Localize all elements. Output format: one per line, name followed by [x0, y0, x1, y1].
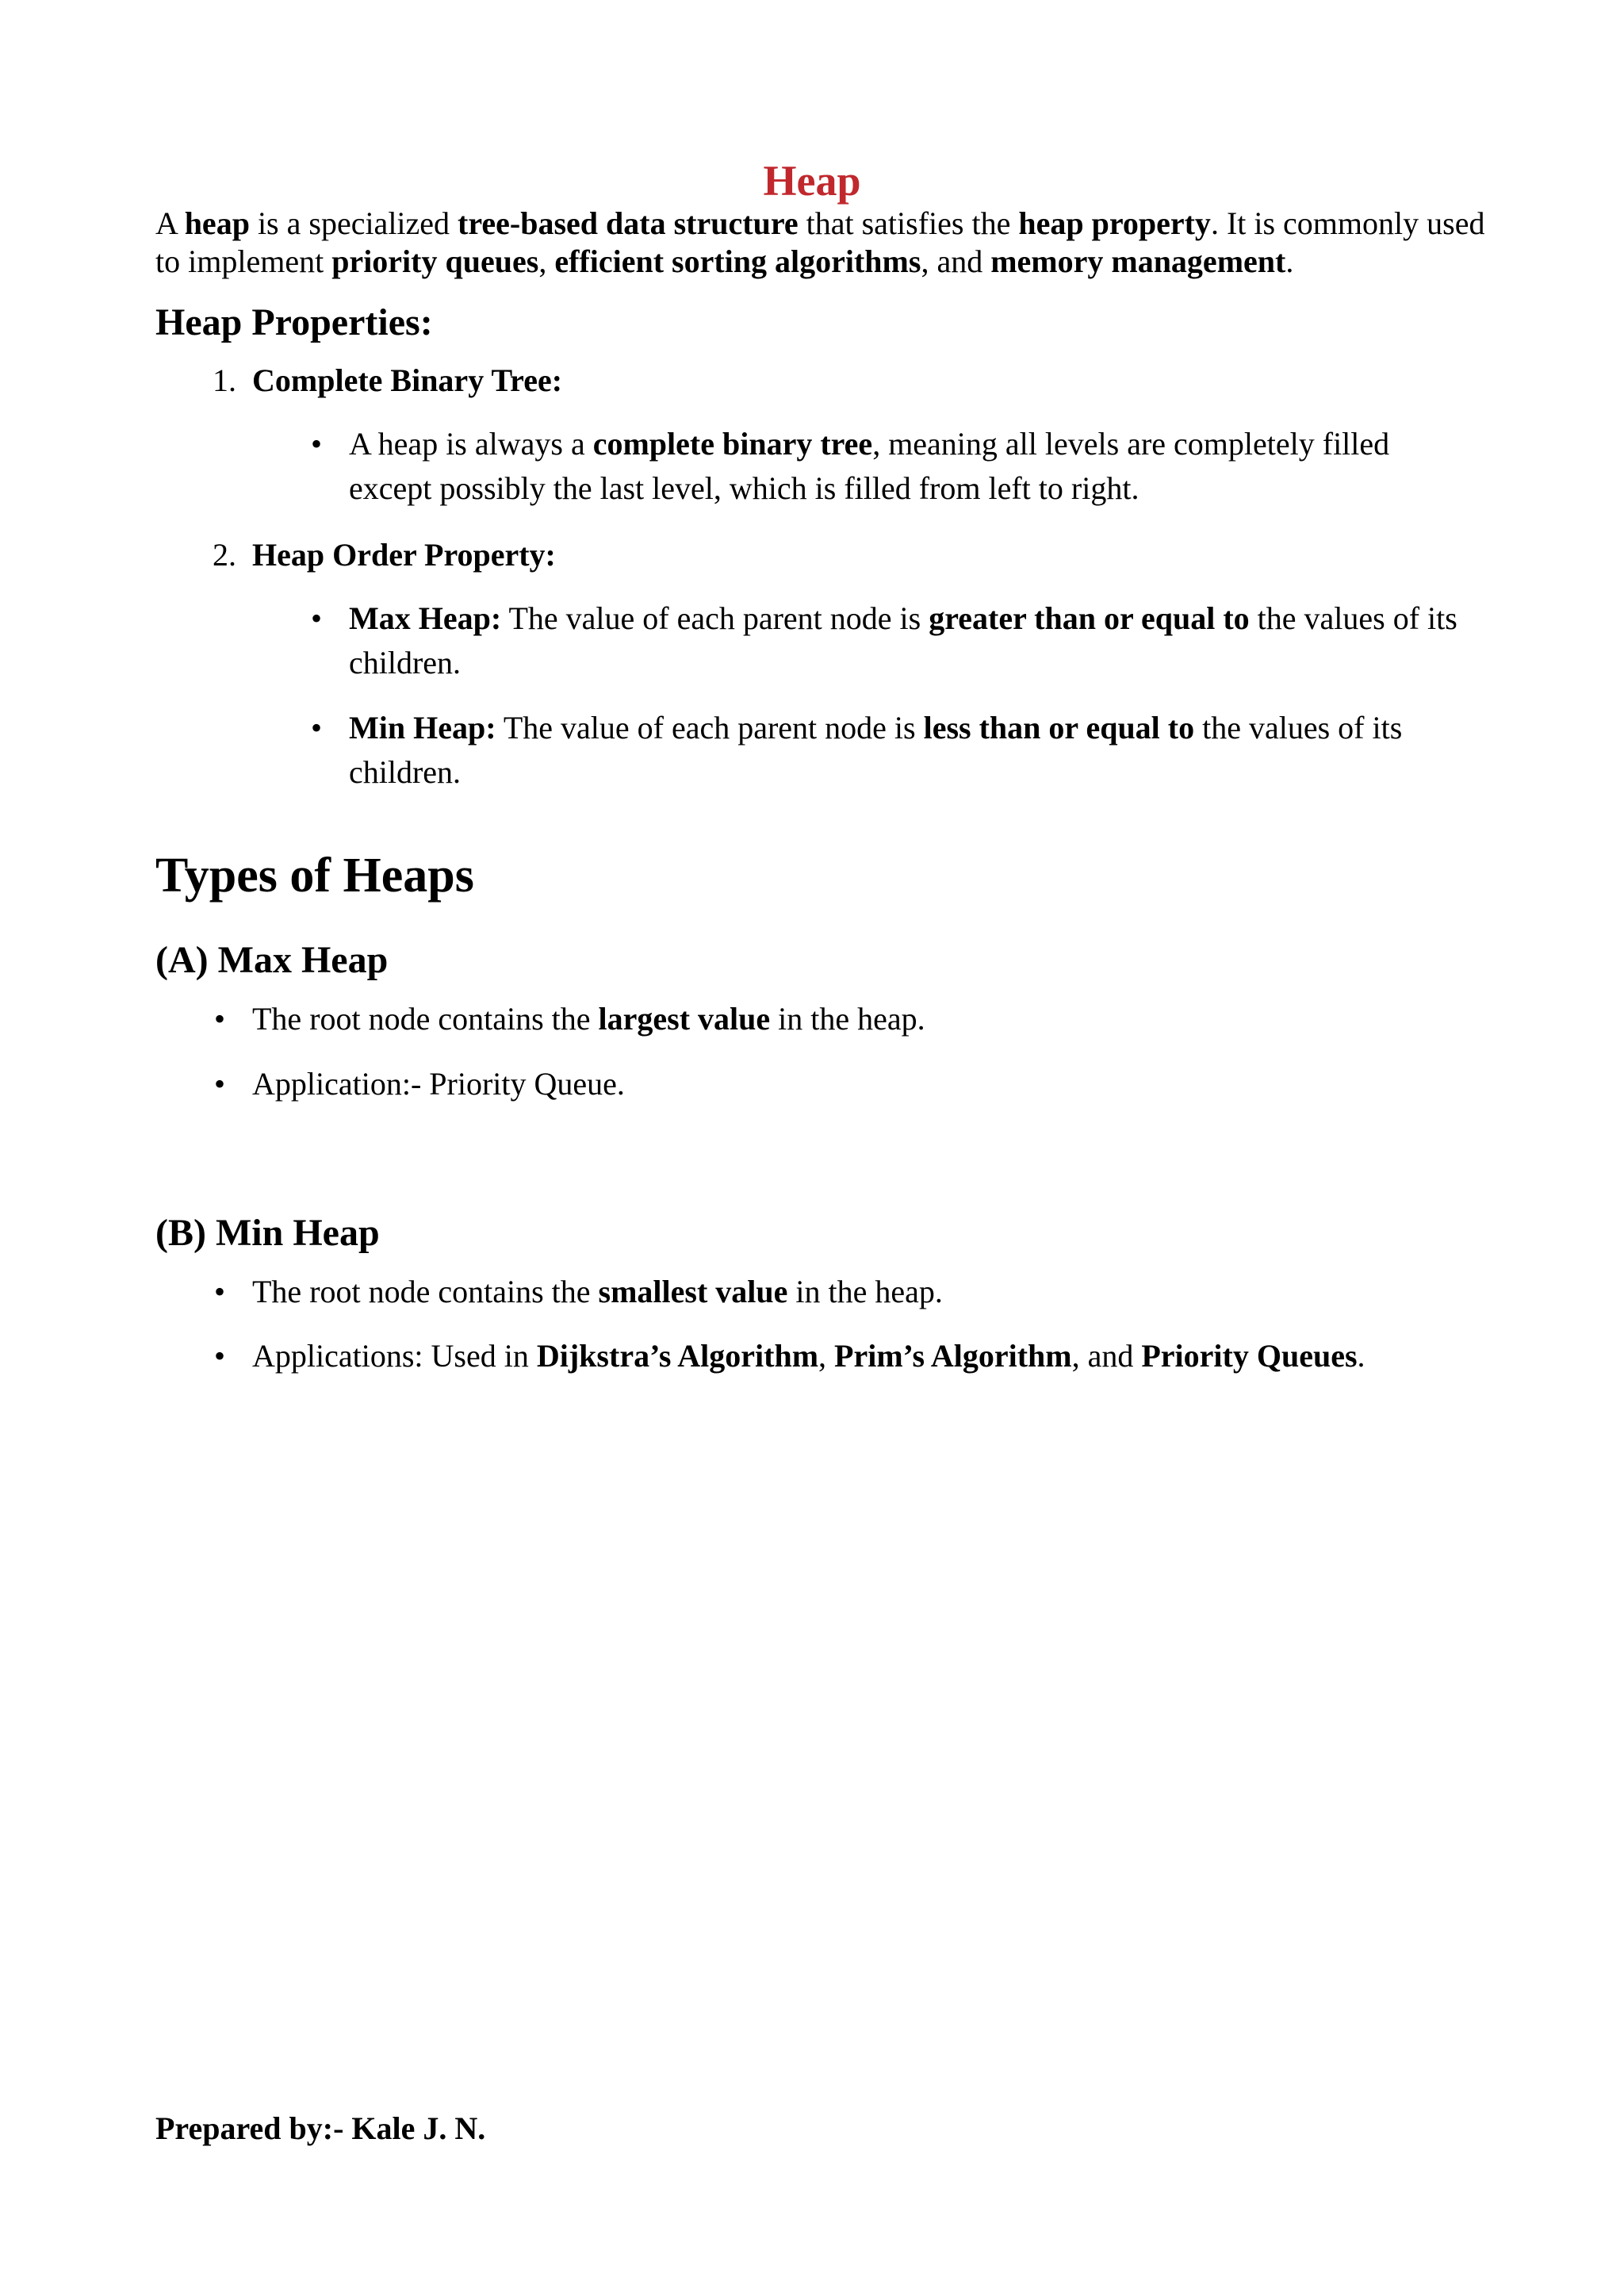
intro-text: that satisfies the: [798, 205, 1019, 241]
bullet-icon: •: [214, 1066, 226, 1102]
bullet-text: in the heap.: [770, 1001, 925, 1037]
item-number: 1.: [213, 362, 236, 398]
intro-bold: priority queues: [331, 243, 539, 279]
bullet-bold: less than or equal to: [923, 710, 1195, 746]
bullet-icon: •: [311, 710, 323, 746]
bullet-bold: Priority Queues: [1141, 1338, 1358, 1374]
intro-paragraph: [155, 205, 1488, 281]
list-item: [214, 1334, 1489, 1378]
bullet-text: ,: [818, 1338, 835, 1374]
intro-text: A: [155, 205, 185, 241]
bullet-bold: Dijkstra’s Algorithm: [536, 1338, 819, 1374]
list-item: [214, 1270, 1489, 1314]
item-number: 2.: [213, 537, 236, 573]
bullet-bold: complete binary tree: [592, 426, 873, 462]
bullet-bold: largest value: [598, 1001, 771, 1037]
item-label: Heap Order Property:: [252, 537, 556, 573]
list-item: [311, 706, 1475, 795]
intro-bold: heap: [184, 205, 250, 241]
bullet-icon: •: [311, 600, 323, 636]
intro-bold: tree-based data structure: [458, 205, 799, 241]
bullet-text: The root node contains the: [252, 1001, 599, 1037]
bullet-text: , meaning all levels are completely filled except possibly the last level, which is filled from left to right.: [349, 426, 1390, 506]
bullet-text: The value of each parent node is: [501, 600, 929, 636]
bullet-icon: •: [214, 1338, 226, 1374]
numbered-item: [213, 536, 556, 574]
bullet-text: A heap is always a: [349, 426, 593, 462]
footer-author: Prepared by:- Kale J. N.: [155, 2110, 486, 2146]
bullet-text: .: [1357, 1338, 1365, 1374]
min-heap-heading: (B) Min Heap: [155, 1212, 380, 1254]
bullet-text: , and: [1071, 1338, 1142, 1374]
bullet-text: in the heap.: [787, 1274, 943, 1309]
bullet-icon: •: [214, 1274, 226, 1309]
bullet-bold: Prim’s Algorithm: [834, 1338, 1072, 1374]
bullet-bold: Max Heap:: [349, 600, 502, 636]
bullet-bold: greater than or equal to: [929, 600, 1250, 636]
intro-text: , and: [921, 243, 991, 279]
intro-text: ,: [538, 243, 555, 279]
item-label: Complete Binary Tree:: [252, 362, 563, 398]
numbered-item: [213, 362, 563, 400]
bullet-text: the values of its children.: [349, 600, 1457, 680]
intro-text: is a specialized: [249, 205, 458, 241]
intro-bold: heap property: [1018, 205, 1211, 241]
bullet-icon: •: [214, 1001, 226, 1037]
max-heap-heading: (A) Max Heap: [155, 939, 389, 981]
bullet-text: The root node contains the: [252, 1274, 599, 1309]
bullet-bold: Min Heap:: [349, 710, 496, 746]
list-item: [214, 1062, 1489, 1106]
bullet-text: Application:- Priority Queue.: [252, 1066, 625, 1102]
bullet-text: the values of its children.: [349, 710, 1403, 790]
page-title: Heap: [763, 157, 861, 205]
intro-text: .: [1285, 243, 1294, 279]
list-item: [214, 997, 1489, 1041]
bullet-text: The value of each parent node is: [496, 710, 924, 746]
bullet-bold: smallest value: [598, 1274, 788, 1309]
bullet-text: Applications: Used in: [252, 1338, 537, 1374]
intro-bold: memory management: [990, 243, 1286, 279]
intro-text: . It is commonly used to implement: [155, 205, 1485, 279]
list-item: [311, 422, 1475, 511]
intro-bold: efficient sorting algorithms: [554, 243, 921, 279]
types-heading: Types of Heaps: [155, 849, 474, 903]
bullet-icon: •: [311, 426, 323, 462]
properties-heading: Heap Properties:: [155, 301, 433, 343]
list-item: [311, 596, 1475, 685]
